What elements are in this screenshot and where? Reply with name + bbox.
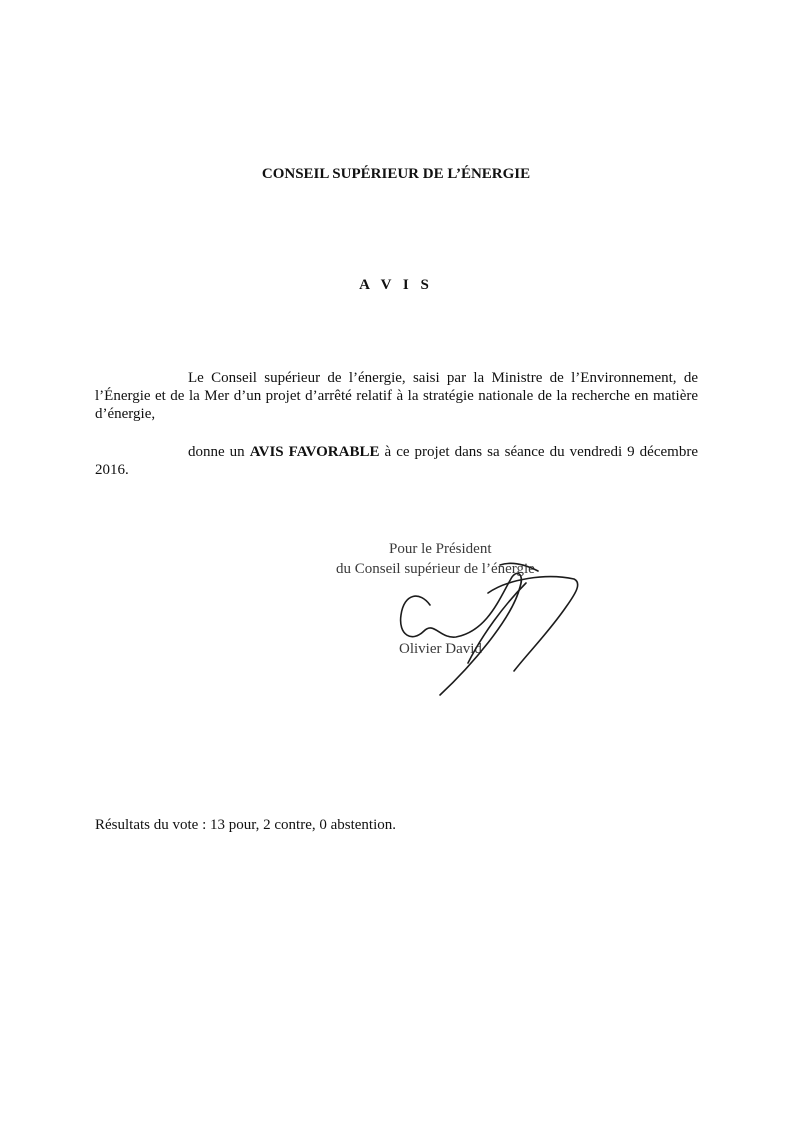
signatory-name: Olivier David xyxy=(399,641,482,657)
vote-results: Résultats du vote : 13 pour, 2 contre, 0 abstention. xyxy=(95,817,397,833)
page-title: CONSEIL SUPÉRIEUR DE L’ÉNERGIE xyxy=(261,166,531,182)
paragraph-decision xyxy=(95,443,698,479)
avis-heading: A V I S xyxy=(359,277,433,293)
decision-text-before: donne un xyxy=(188,444,250,460)
signature-line-2: du Conseil supérieur de l’énergie xyxy=(336,561,535,577)
decision-text-after: à ce projet dans sa séance du vendredi 9 décembre 2016. xyxy=(95,444,698,478)
signature-block xyxy=(300,535,620,705)
avis-favorable-label: AVIS FAVORABLE xyxy=(249,444,380,460)
paragraph-referral: Le Conseil supérieur de l’énergie, saisi par la Ministre de l’Environnement, de l’Énergie et de la Mer d’un projet d’arrêté relatif à la stratégie nationale de la recherche en matière d’énergie, xyxy=(95,370,698,422)
handwritten-signature xyxy=(300,535,620,705)
signature-line-1: Pour le Président xyxy=(389,541,492,557)
